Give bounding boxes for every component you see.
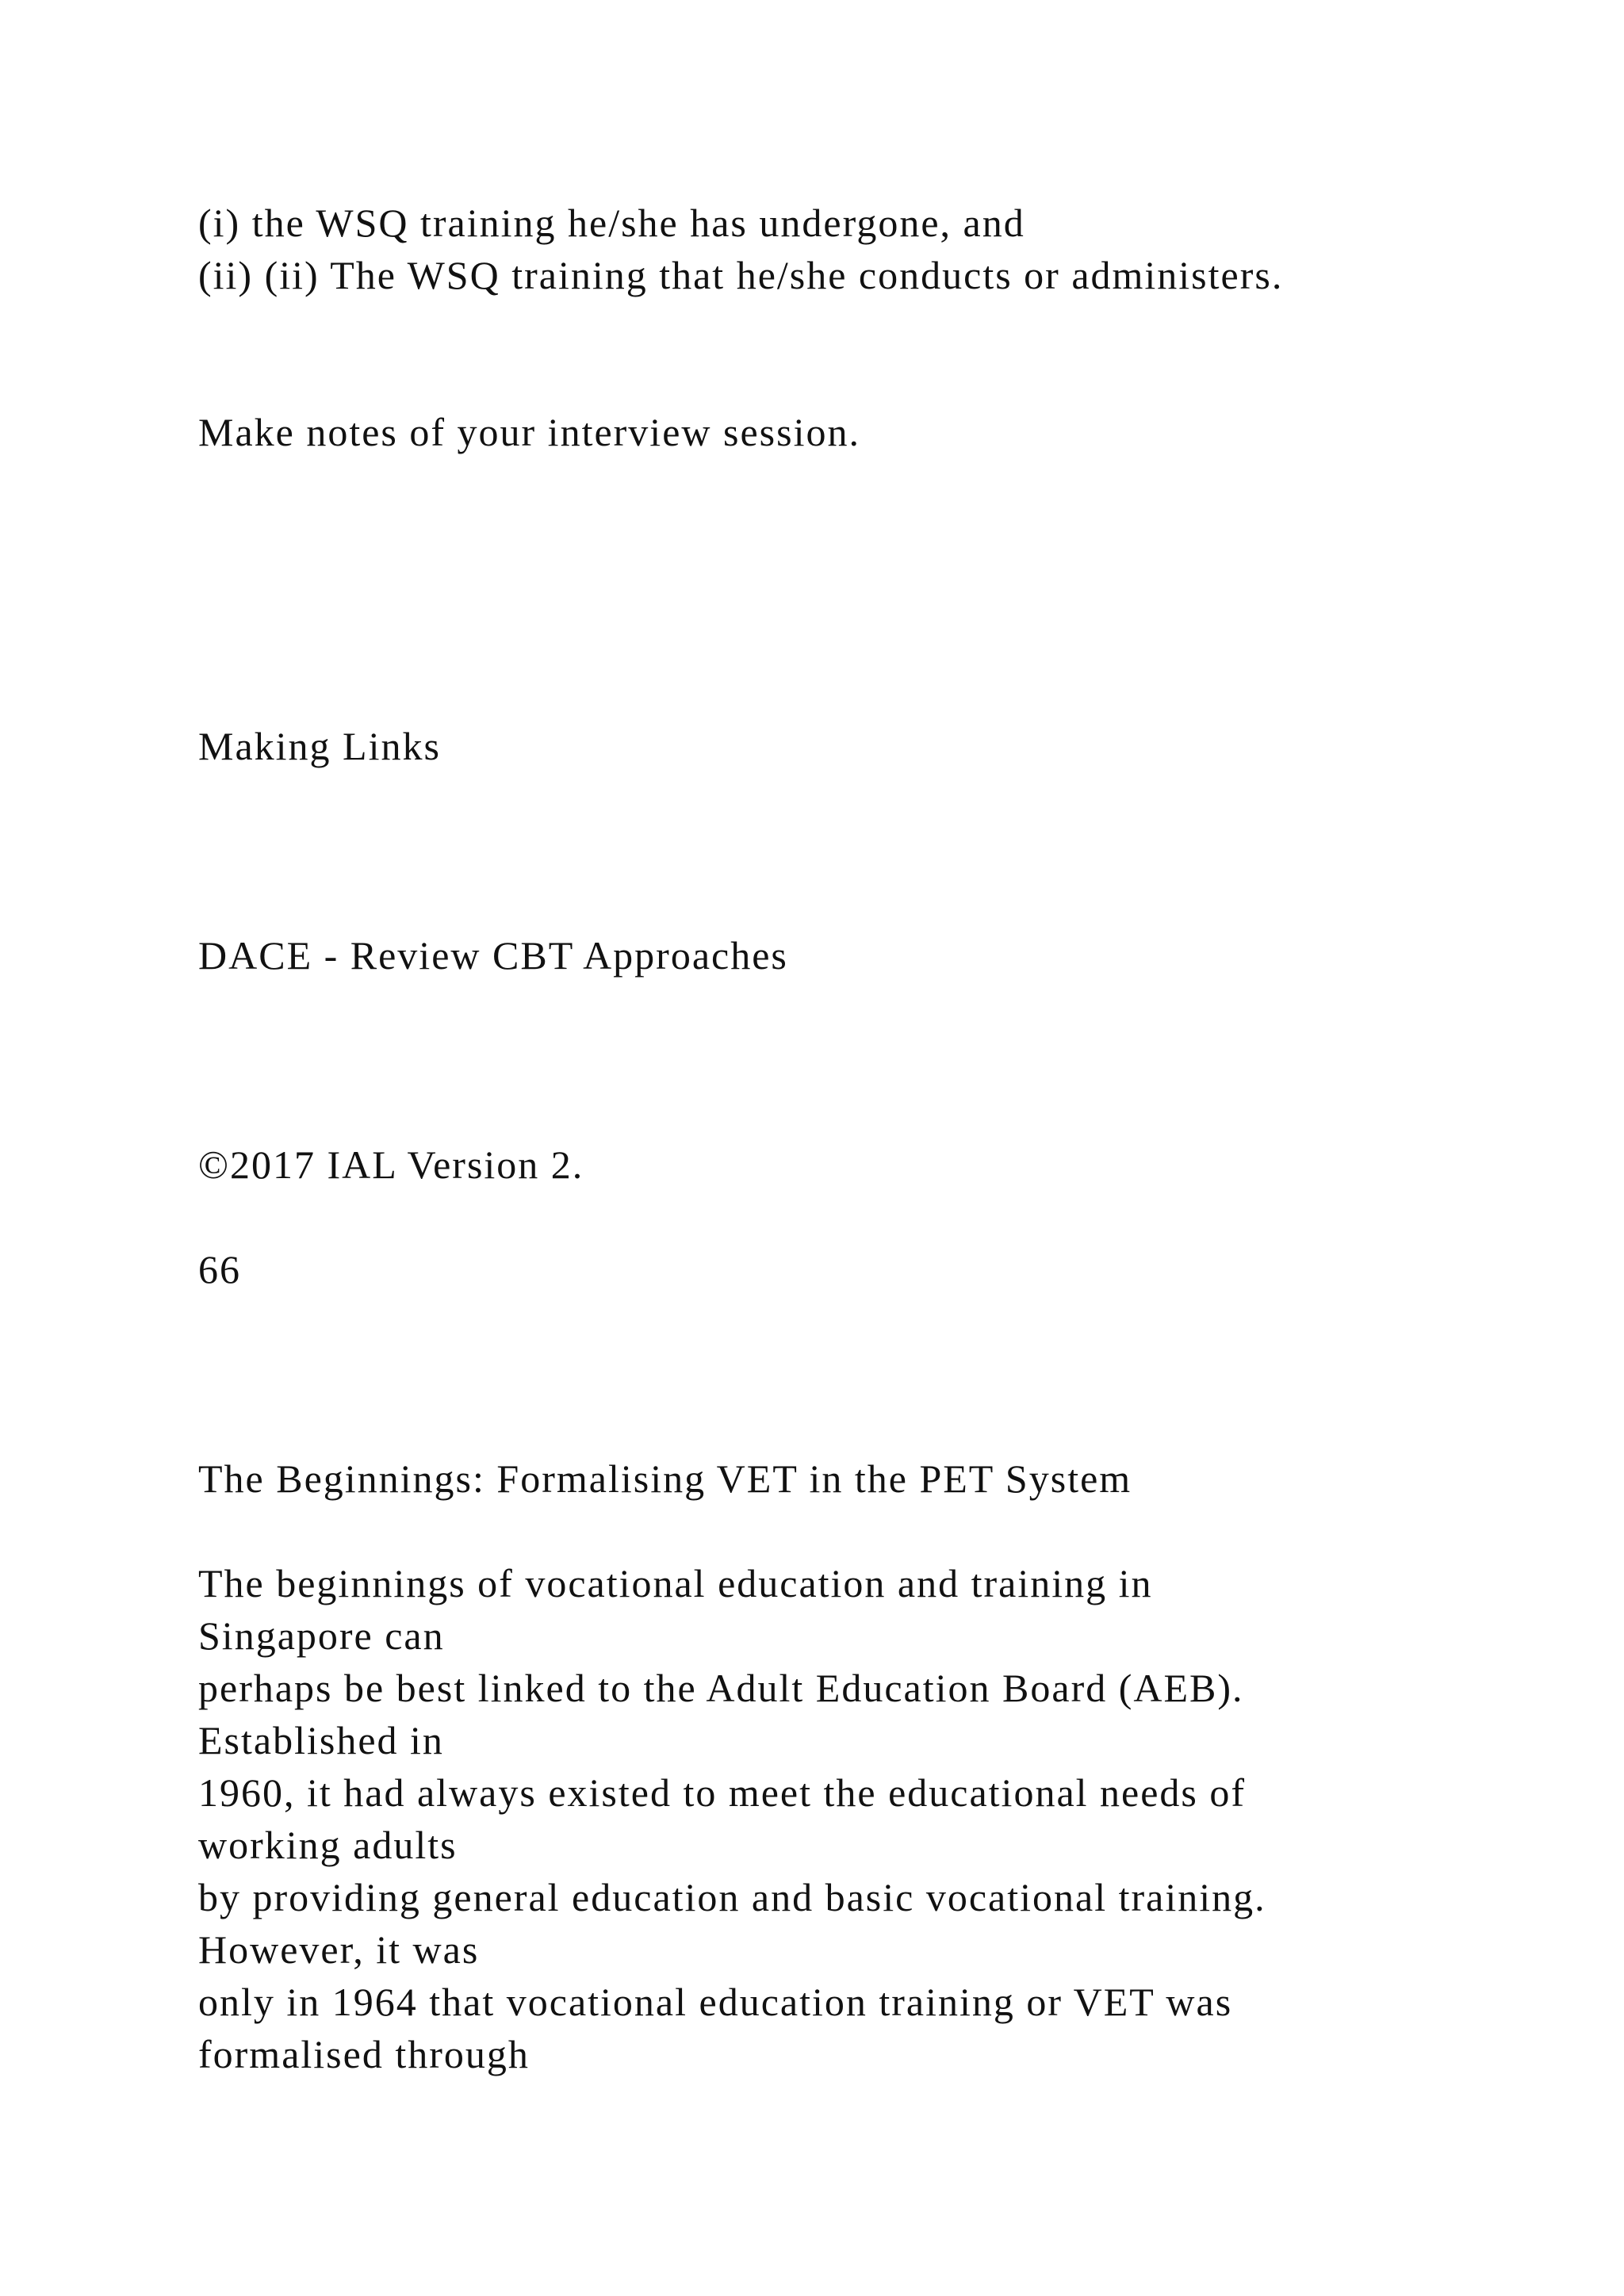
body-paragraph: [198, 1557, 1266, 2080]
body-line: by providing general education and basic vocational training.: [198, 1875, 1266, 1919]
body-line: However, it was: [198, 1927, 480, 1972]
running-header: DACE - Review CBT Approaches: [198, 933, 788, 978]
instruction-text: Make notes of your interview session.: [198, 410, 860, 454]
body-line: The beginnings of vocational education and training in: [198, 1561, 1153, 1605]
body-line: Singapore can: [198, 1613, 445, 1658]
body-line: Established in: [198, 1718, 444, 1762]
body-line: 1960, it had always existed to meet the educational needs of: [198, 1770, 1247, 1815]
body-line: only in 1964 that vocational education training or VET was: [198, 1980, 1233, 2024]
body-line: formalised through: [198, 2032, 530, 2076]
page-number: 66: [198, 1247, 241, 1292]
body-line: perhaps be best linked to the Adult Education Board (AEB).: [198, 1666, 1244, 1710]
article-title: The Beginnings: Formalising VET in the PET System: [198, 1456, 1132, 1501]
section-heading: Making Links: [198, 724, 441, 768]
list-item: (i) the WSQ training he/she has undergone, and: [198, 201, 1025, 245]
list-items: [198, 197, 1283, 301]
list-item: (ii) (ii) The WSQ training that he/she conducts or administers.: [198, 253, 1284, 297]
copyright-text: ©2017 IAL Version 2.: [198, 1142, 584, 1187]
body-line: working adults: [198, 1823, 458, 1867]
